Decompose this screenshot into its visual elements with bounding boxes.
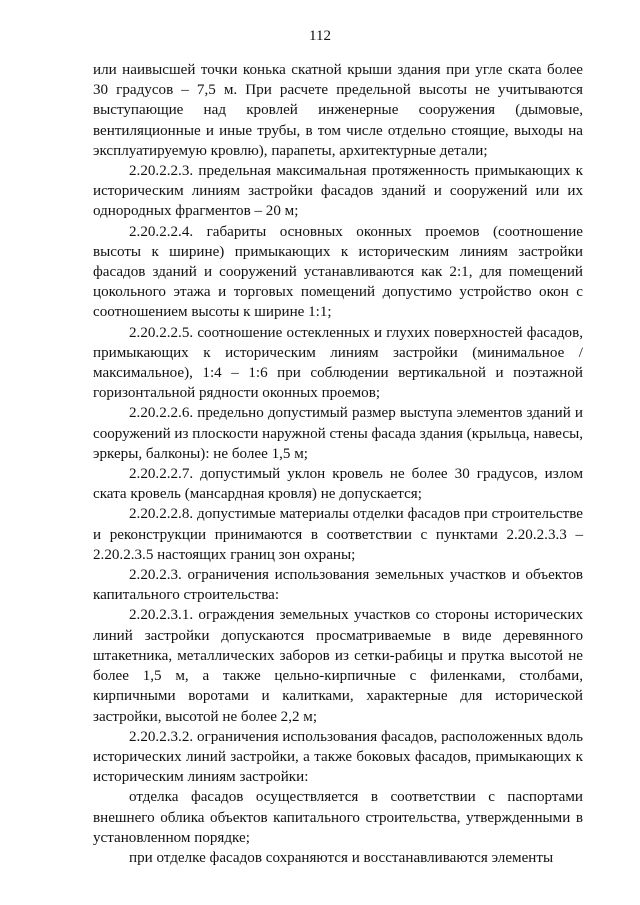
paragraph-5: 2.20.2.2.6. предельно допустимый размер выступа элементов зданий и сооружений из плоскости наружной стены фасада здания (крыльца, навесы, эркеры, балконы): не более 1,5 м; <box>93 405 583 462</box>
paragraph-8: 2.20.2.3. ограничения использования земельных участков и объектов капитального строительства: <box>93 567 583 604</box>
paragraph-2: 2.20.2.2.3. предельная максимальная протяженность примыкающих к историческим линиям застройки фасадов зданий и сооружений или их однородных фрагментов – 20 м; <box>93 163 583 220</box>
page-number: 112 <box>309 28 331 44</box>
paragraph-9: 2.20.2.3.1. ограждения земельных участков со стороны исторических линий застройки допускаются просматриваемые в виде деревянного штакетника, металлических заборов из сетки-рабицы и прутка высотой не более 1,5 м, а также цельно-кирпичные с филенками, столбами, кирпичными воротами и калитками, характерные для исторической застройки, высотой не более 2,2 м; <box>93 607 583 725</box>
paragraph-6: 2.20.2.2.7. допустимый уклон кровель не более 30 градусов, излом ската кровель (мансардная кровля) не допускается; <box>93 466 583 503</box>
paragraph-4: 2.20.2.2.5. соотношение остекленных и глухих поверхностей фасадов, примыкающих к историческим линиям застройки (минимальное / максимальное), 1:4 – 1:6 при соблюдении вертикальной и поэтажной горизонтальной рядности оконных проемов; <box>93 324 583 402</box>
paragraph-1: или наивысшей точки конька скатной крыши здания при угле ската более 30 градусов – 7,5 м. При расчете предельной высоты не учитываются выступающие над кровлей инженерные сооружения (дымовые, вентиляционные и иные трубы, в том числе отдельно стоящие, выходы на эксплуатируемую кровлю), парапеты, архитектурные детали; <box>93 62 583 159</box>
document-body <box>93 60 583 868</box>
paragraph-7: 2.20.2.2.8. допустимые материалы отделки фасадов при строительстве и реконструкции принимаются в соответствии с пунктами 2.20.2.3.3 – 2.20.2.3.5 настоящих границ зон охраны; <box>93 506 583 563</box>
paragraph-12: при отделке фасадов сохраняются и восстанавливаются элементы <box>129 849 554 866</box>
paragraph-10: 2.20.2.3.2. ограничения использования фасадов, расположенных вдоль исторических линий застройки, а также боковых фасадов, примыкающих к историческим линиям застройки: <box>93 728 583 786</box>
paragraph-3: 2.20.2.2.4. габариты основных оконных проемов (соотношение высоты к ширине) примыкающих к историческим линиям застройки фасадов зданий и сооружений устанавливаются как 2:1, для помещений цокольного этажа и торговых помещений допустимо устройство окон с соотношением высоты к ширине 1:1; <box>93 223 583 321</box>
paragraph-11: отделка фасадов осуществляется в соответствии с паспортами внешнего облика объектов капитального строительства, утвержденными в установленном порядке; <box>93 789 583 846</box>
